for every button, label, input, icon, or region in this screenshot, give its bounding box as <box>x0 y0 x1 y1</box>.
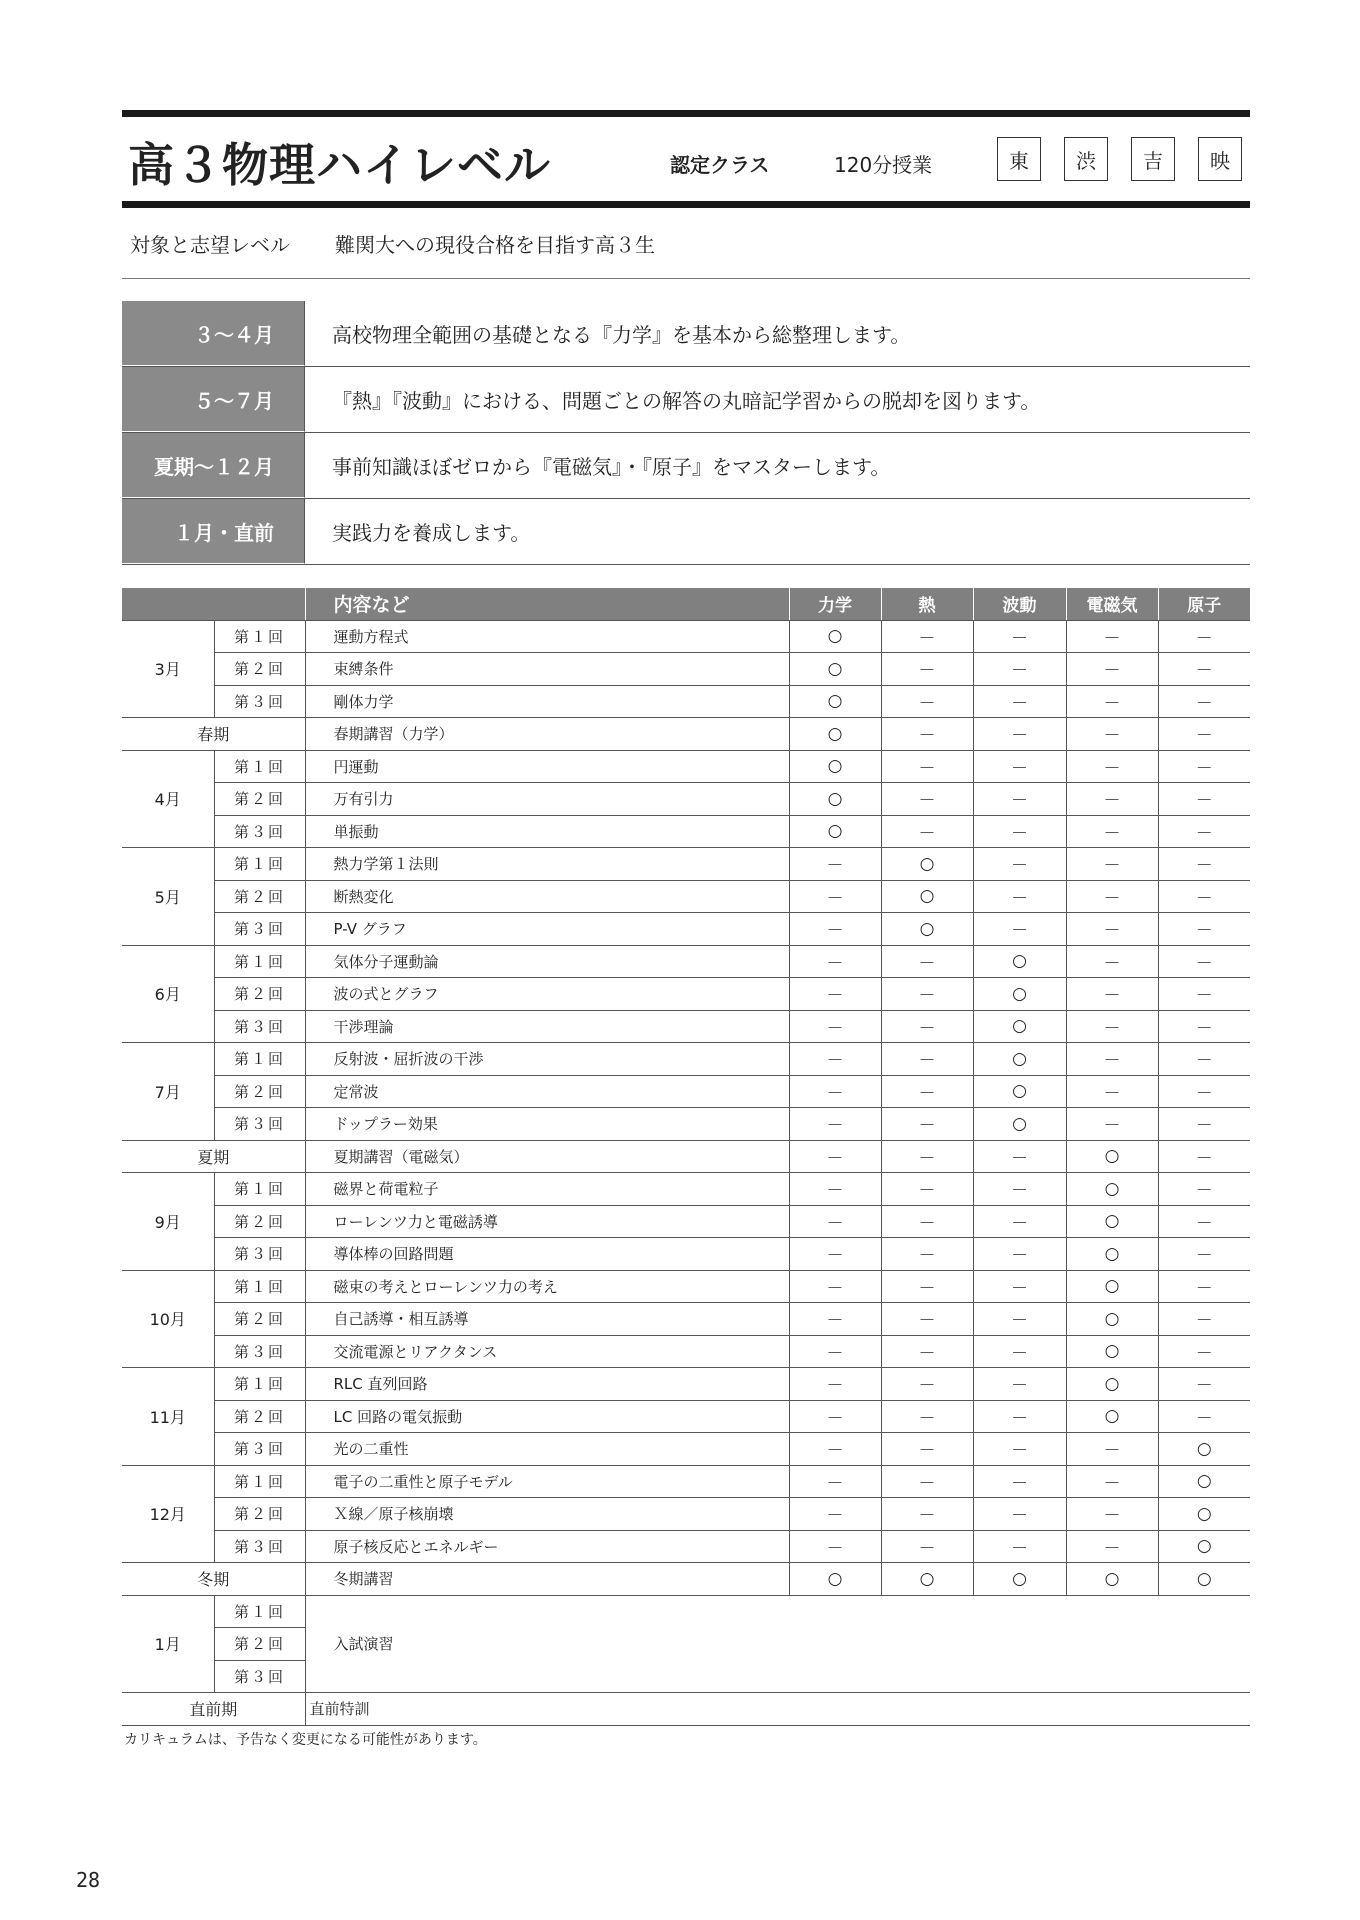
session-cell: 第１回 <box>214 1270 305 1303</box>
mark-cell: － <box>881 1335 973 1368</box>
session-cell: 第１回 <box>214 848 305 881</box>
mark-cell: － <box>1066 620 1158 653</box>
session-cell: 第２回 <box>214 1205 305 1238</box>
session-cell: 第３回 <box>214 685 305 718</box>
mark-cell: ○ <box>789 718 881 751</box>
table-row <box>122 1335 1250 1368</box>
mark-cell: － <box>789 1335 881 1368</box>
mark-cell: － <box>1066 848 1158 881</box>
session-cell: 第２回 <box>214 1628 305 1661</box>
table-row <box>122 1303 1250 1336</box>
mark-cell: － <box>1066 718 1158 751</box>
mark-cell: － <box>789 1530 881 1563</box>
mark-cell: － <box>789 1173 881 1206</box>
campus-badge: 吉 <box>1131 137 1175 181</box>
content-cell: 束縛条件 <box>305 653 789 686</box>
mark-cell: － <box>1066 685 1158 718</box>
period-cell: 春期 <box>122 718 305 751</box>
month-cell: 12月 <box>122 1465 214 1563</box>
content-cell: 直前特訓 <box>305 1693 1250 1726</box>
mark-cell: － <box>1158 848 1250 881</box>
mark-cell: ○ <box>973 978 1066 1011</box>
table-row <box>122 1595 1250 1628</box>
mark-cell: － <box>881 1498 973 1531</box>
mark-cell: － <box>1158 750 1250 783</box>
mark-cell: － <box>1158 945 1250 978</box>
mark-cell: ○ <box>973 1043 1066 1076</box>
mark-cell: － <box>973 1238 1066 1271</box>
mark-cell: － <box>881 1238 973 1271</box>
mark-cell: － <box>881 685 973 718</box>
mark-cell: ○ <box>973 1563 1066 1596</box>
mark-cell: － <box>881 750 973 783</box>
table-row <box>122 1498 1250 1531</box>
table-row <box>122 1530 1250 1563</box>
content-cell: Ｘ線／原子核崩壊 <box>305 1498 789 1531</box>
mark-cell: － <box>789 848 881 881</box>
session-cell: 第２回 <box>214 978 305 1011</box>
session-cell: 第１回 <box>214 620 305 653</box>
mark-cell: － <box>881 815 973 848</box>
table-row <box>122 815 1250 848</box>
content-cell: RLC 直列回路 <box>305 1368 789 1401</box>
mark-cell: － <box>881 1140 973 1173</box>
mark-cell: － <box>881 1173 973 1206</box>
mark-cell: － <box>881 653 973 686</box>
mark-cell: － <box>789 1498 881 1531</box>
table-row <box>122 945 1250 978</box>
course-header <box>122 117 1250 201</box>
mark-cell: － <box>789 1433 881 1466</box>
mark-cell: ○ <box>881 848 973 881</box>
table-row <box>122 685 1250 718</box>
mark-cell: － <box>789 1010 881 1043</box>
mark-cell: － <box>789 1140 881 1173</box>
mark-cell: － <box>1158 913 1250 946</box>
month-cell: 10月 <box>122 1270 214 1368</box>
table-row <box>122 1238 1250 1271</box>
table-row <box>122 653 1250 686</box>
mark-cell: － <box>789 1075 881 1108</box>
session-cell: 第３回 <box>214 1010 305 1043</box>
mark-cell: － <box>1158 978 1250 1011</box>
mark-cell: － <box>881 1433 973 1466</box>
table-row <box>122 1270 1250 1303</box>
table-row <box>122 750 1250 783</box>
mark-cell: ○ <box>1158 1433 1250 1466</box>
mark-cell: － <box>973 1433 1066 1466</box>
target-level <box>122 208 1250 279</box>
session-cell: 第１回 <box>214 1368 305 1401</box>
mark-cell: ○ <box>1066 1303 1158 1336</box>
mark-cell: － <box>789 880 881 913</box>
mark-cell: － <box>881 1075 973 1108</box>
mark-cell: － <box>1066 880 1158 913</box>
mark-cell: － <box>789 1205 881 1238</box>
mark-cell: ○ <box>1066 1238 1158 1271</box>
mark-cell: － <box>1158 685 1250 718</box>
mark-cell: － <box>973 1303 1066 1336</box>
phase-row <box>122 433 1250 499</box>
session-cell: 第１回 <box>214 1043 305 1076</box>
table-row <box>122 1043 1250 1076</box>
content-cell: 万有引力 <box>305 783 789 816</box>
mark-cell: － <box>973 848 1066 881</box>
content-cell: 磁束の考えとローレンツ力の考え <box>305 1270 789 1303</box>
session-cell: 第２回 <box>214 1498 305 1531</box>
mark-cell: ○ <box>1066 1563 1158 1596</box>
mark-cell: － <box>1158 1205 1250 1238</box>
content-cell: 春期講習（力学） <box>305 718 789 751</box>
mark-cell: － <box>1066 1043 1158 1076</box>
mark-cell: － <box>1158 1270 1250 1303</box>
session-cell: 第２回 <box>214 1400 305 1433</box>
mark-cell: ○ <box>1066 1140 1158 1173</box>
mark-cell: － <box>881 1465 973 1498</box>
table-row <box>122 620 1250 653</box>
mark-cell: － <box>789 1043 881 1076</box>
table-row <box>122 1010 1250 1043</box>
period-cell: 冬期 <box>122 1563 305 1596</box>
mark-cell: － <box>1066 1108 1158 1141</box>
phase-description: 事前知識ほぼゼロから『電磁気』・『原子』をマスターします。 <box>332 455 891 479</box>
content-cell: P-V グラフ <box>305 913 789 946</box>
mark-cell: － <box>881 1270 973 1303</box>
mark-cell: － <box>789 945 881 978</box>
mark-cell: ○ <box>789 685 881 718</box>
mark-cell: ○ <box>973 1010 1066 1043</box>
content-cell: 気体分子運動論 <box>305 945 789 978</box>
table-row <box>122 1205 1250 1238</box>
phase-row <box>122 499 1250 565</box>
class-type: 認定クラス <box>670 153 770 177</box>
table-row <box>122 1400 1250 1433</box>
content-cell: 磁界と荷電粒子 <box>305 1173 789 1206</box>
mark-cell: － <box>881 1205 973 1238</box>
session-cell: 第３回 <box>214 1433 305 1466</box>
mark-cell: ○ <box>789 783 881 816</box>
content-cell: LC 回路の電気振動 <box>305 1400 789 1433</box>
table-row <box>122 1465 1250 1498</box>
mark-cell: － <box>789 1368 881 1401</box>
phase-row <box>122 301 1250 367</box>
mark-cell: － <box>881 718 973 751</box>
session-cell: 第２回 <box>214 1303 305 1336</box>
curriculum-page <box>122 110 1250 1749</box>
mark-cell: － <box>1158 1010 1250 1043</box>
mark-cell: － <box>881 1010 973 1043</box>
session-cell: 第３回 <box>214 1660 305 1693</box>
mark-cell: － <box>1158 1400 1250 1433</box>
content-cell: 原子核反応とエネルギー <box>305 1530 789 1563</box>
mark-cell: ○ <box>1066 1335 1158 1368</box>
phase-period: ５～７月 <box>122 367 305 432</box>
mark-cell: － <box>789 1108 881 1141</box>
mark-cell: － <box>881 978 973 1011</box>
content-cell: 反射波・屈折波の干渉 <box>305 1043 789 1076</box>
mark-cell: ○ <box>881 880 973 913</box>
mark-cell: － <box>881 1400 973 1433</box>
session-cell: 第３回 <box>214 1108 305 1141</box>
phase-description: 『熱』『波動』における、問題ごとの解答の丸暗記学習からの脱却を図ります。 <box>332 389 1041 413</box>
session-cell: 第１回 <box>214 750 305 783</box>
mark-cell: － <box>1066 653 1158 686</box>
session-cell: 第１回 <box>214 945 305 978</box>
header-subject: 電磁気 <box>1066 588 1158 621</box>
header-subject: 原子 <box>1158 588 1250 621</box>
month-cell: 5月 <box>122 848 214 946</box>
session-cell: 第３回 <box>214 1238 305 1271</box>
session-cell: 第２回 <box>214 783 305 816</box>
content-cell: 円運動 <box>305 750 789 783</box>
mark-cell: － <box>1158 1335 1250 1368</box>
content-cell: 波の式とグラフ <box>305 978 789 1011</box>
mark-cell: ○ <box>1158 1465 1250 1498</box>
phase-list <box>122 301 1250 565</box>
campus-list <box>997 137 1242 181</box>
mark-cell: － <box>973 1368 1066 1401</box>
curriculum-table <box>122 587 1250 1726</box>
session-cell: 第３回 <box>214 913 305 946</box>
table-row <box>122 1368 1250 1401</box>
mark-cell: － <box>973 1465 1066 1498</box>
mark-cell: － <box>1158 1238 1250 1271</box>
mark-cell: － <box>1066 1465 1158 1498</box>
header-content: 内容など <box>305 588 789 621</box>
mark-cell: ○ <box>1066 1205 1158 1238</box>
table-row <box>122 1108 1250 1141</box>
mark-cell: ○ <box>973 1108 1066 1141</box>
mark-cell: － <box>789 1270 881 1303</box>
mark-cell: － <box>973 1140 1066 1173</box>
mark-cell: － <box>973 750 1066 783</box>
mark-cell: － <box>1158 1108 1250 1141</box>
session-cell: 第２回 <box>214 653 305 686</box>
mark-cell: － <box>973 718 1066 751</box>
mark-cell: － <box>789 978 881 1011</box>
mark-cell: － <box>1158 653 1250 686</box>
content-cell: 剛体力学 <box>305 685 789 718</box>
campus-badge: 映 <box>1198 137 1242 181</box>
content-cell: 入試演習 <box>305 1595 1250 1693</box>
header-subject: 力学 <box>789 588 881 621</box>
mark-cell: ○ <box>1158 1563 1250 1596</box>
mark-cell: － <box>789 1400 881 1433</box>
mark-cell: － <box>1158 620 1250 653</box>
mark-cell: － <box>1066 945 1158 978</box>
campus-badge: 東 <box>997 137 1041 181</box>
month-cell: 9月 <box>122 1173 214 1271</box>
mark-cell: － <box>1066 1075 1158 1108</box>
mark-cell: ○ <box>973 1075 1066 1108</box>
table-row <box>122 1693 1250 1726</box>
mark-cell: － <box>789 913 881 946</box>
table-row <box>122 978 1250 1011</box>
header-bottom-rule <box>122 201 1250 208</box>
mark-cell: － <box>1066 978 1158 1011</box>
target-value: 難関大への現役合格を目指す高３生 <box>335 232 655 257</box>
mark-cell: ○ <box>789 1563 881 1596</box>
mark-cell: ○ <box>881 1563 973 1596</box>
mark-cell: － <box>1158 815 1250 848</box>
content-cell: 熱力学第１法則 <box>305 848 789 881</box>
content-cell: 導体棒の回路問題 <box>305 1238 789 1271</box>
session-cell: 第２回 <box>214 880 305 913</box>
mark-cell: ○ <box>1158 1498 1250 1531</box>
mark-cell: ○ <box>1066 1173 1158 1206</box>
mark-cell: － <box>1066 750 1158 783</box>
table-row <box>122 1140 1250 1173</box>
session-cell: 第３回 <box>214 1530 305 1563</box>
content-cell: 干渉理論 <box>305 1010 789 1043</box>
mark-cell: － <box>881 1108 973 1141</box>
curriculum-note: カリキュラムは、予告なく変更になる可能性があります。 <box>124 1731 487 1748</box>
table-header-row <box>122 588 1250 621</box>
mark-cell: － <box>881 1303 973 1336</box>
table-row <box>122 848 1250 881</box>
table-row <box>122 1563 1250 1596</box>
mark-cell: － <box>973 1530 1066 1563</box>
content-cell: 定常波 <box>305 1075 789 1108</box>
phase-period: ３～４月 <box>122 301 305 366</box>
mark-cell: － <box>1158 880 1250 913</box>
mark-cell: － <box>973 620 1066 653</box>
month-cell: 3月 <box>122 620 214 718</box>
mark-cell: － <box>1066 815 1158 848</box>
table-row <box>122 783 1250 816</box>
phase-row <box>122 367 1250 433</box>
session-cell: 第３回 <box>214 1335 305 1368</box>
mark-cell: － <box>1066 1010 1158 1043</box>
header-period-cell <box>122 588 305 621</box>
table-row <box>122 1433 1250 1466</box>
mark-cell: ○ <box>881 913 973 946</box>
mark-cell: － <box>881 1043 973 1076</box>
mark-cell: － <box>973 1173 1066 1206</box>
mark-cell: － <box>973 653 1066 686</box>
month-cell: 6月 <box>122 945 214 1043</box>
period-cell: 夏期 <box>122 1140 305 1173</box>
content-cell: 交流電源とリアクタンス <box>305 1335 789 1368</box>
session-cell: 第３回 <box>214 815 305 848</box>
header-subject: 熱 <box>881 588 973 621</box>
content-cell: ローレンツ力と電磁誘導 <box>305 1205 789 1238</box>
mark-cell: － <box>973 685 1066 718</box>
header-subject: 波動 <box>973 588 1066 621</box>
table-row <box>122 1173 1250 1206</box>
mark-cell: ○ <box>1066 1368 1158 1401</box>
content-cell: 単振動 <box>305 815 789 848</box>
header-top-rule <box>122 110 1250 117</box>
mark-cell: － <box>1066 1530 1158 1563</box>
mark-cell: － <box>1158 1173 1250 1206</box>
mark-cell: － <box>1158 1043 1250 1076</box>
table-row <box>122 880 1250 913</box>
session-cell: 第１回 <box>214 1465 305 1498</box>
mark-cell: － <box>973 783 1066 816</box>
course-title: 高３物理ハイレベル <box>128 138 551 192</box>
mark-cell: － <box>789 1303 881 1336</box>
mark-cell: － <box>1066 1498 1158 1531</box>
mark-cell: － <box>973 1498 1066 1531</box>
content-cell: ドップラー効果 <box>305 1108 789 1141</box>
mark-cell: － <box>1066 1433 1158 1466</box>
mark-cell: － <box>1158 1140 1250 1173</box>
mark-cell: － <box>1158 1368 1250 1401</box>
mark-cell: ○ <box>789 750 881 783</box>
table-row <box>122 1075 1250 1108</box>
phase-description: 実践力を養成します。 <box>332 521 531 545</box>
mark-cell: － <box>1158 783 1250 816</box>
mark-cell: － <box>881 620 973 653</box>
content-cell: 電子の二重性と原子モデル <box>305 1465 789 1498</box>
content-cell: 断熱変化 <box>305 880 789 913</box>
mark-cell: － <box>973 1335 1066 1368</box>
mark-cell: － <box>789 1238 881 1271</box>
month-cell: 7月 <box>122 1043 214 1141</box>
mark-cell: ○ <box>1066 1400 1158 1433</box>
mark-cell: － <box>973 1205 1066 1238</box>
mark-cell: ○ <box>1158 1530 1250 1563</box>
page-number: 28 <box>76 1868 101 1892</box>
content-cell: 冬期講習 <box>305 1563 789 1596</box>
period-cell: 直前期 <box>122 1693 305 1726</box>
table-body <box>122 620 1250 1725</box>
mark-cell: － <box>973 1400 1066 1433</box>
phase-period: 夏期～１２月 <box>122 433 305 498</box>
mark-cell: － <box>973 815 1066 848</box>
mark-cell: ○ <box>789 815 881 848</box>
session-cell: 第２回 <box>214 1075 305 1108</box>
lesson-duration: 120分授業 <box>834 153 933 177</box>
content-cell: 光の二重性 <box>305 1433 789 1466</box>
month-cell: 1月 <box>122 1595 214 1693</box>
mark-cell: － <box>1158 718 1250 751</box>
mark-cell: － <box>973 913 1066 946</box>
mark-cell: － <box>881 1368 973 1401</box>
content-cell: 自己誘導・相互誘導 <box>305 1303 789 1336</box>
mark-cell: ○ <box>1066 1270 1158 1303</box>
mark-cell: － <box>881 945 973 978</box>
mark-cell: － <box>881 783 973 816</box>
mark-cell: ○ <box>973 945 1066 978</box>
table-row <box>122 913 1250 946</box>
mark-cell: － <box>881 1530 973 1563</box>
month-cell: 4月 <box>122 750 214 848</box>
content-cell: 夏期講習（電磁気） <box>305 1140 789 1173</box>
month-cell: 11月 <box>122 1368 214 1466</box>
phase-period: １月・直前 <box>122 499 305 564</box>
mark-cell: － <box>1066 783 1158 816</box>
mark-cell: － <box>973 1270 1066 1303</box>
table-row <box>122 718 1250 751</box>
session-cell: 第１回 <box>214 1173 305 1206</box>
target-label: 対象と志望レベル <box>130 232 290 257</box>
mark-cell: － <box>1158 1075 1250 1108</box>
session-cell: 第１回 <box>214 1595 305 1628</box>
campus-badge: 渋 <box>1064 137 1108 181</box>
phase-description: 高校物理全範囲の基礎となる『力学』を基本から総整理します。 <box>332 323 911 347</box>
content-cell: 運動方程式 <box>305 620 789 653</box>
mark-cell: ○ <box>789 653 881 686</box>
mark-cell: － <box>973 880 1066 913</box>
mark-cell: － <box>1158 1303 1250 1336</box>
mark-cell: － <box>789 1465 881 1498</box>
mark-cell: － <box>1066 913 1158 946</box>
mark-cell: ○ <box>789 620 881 653</box>
